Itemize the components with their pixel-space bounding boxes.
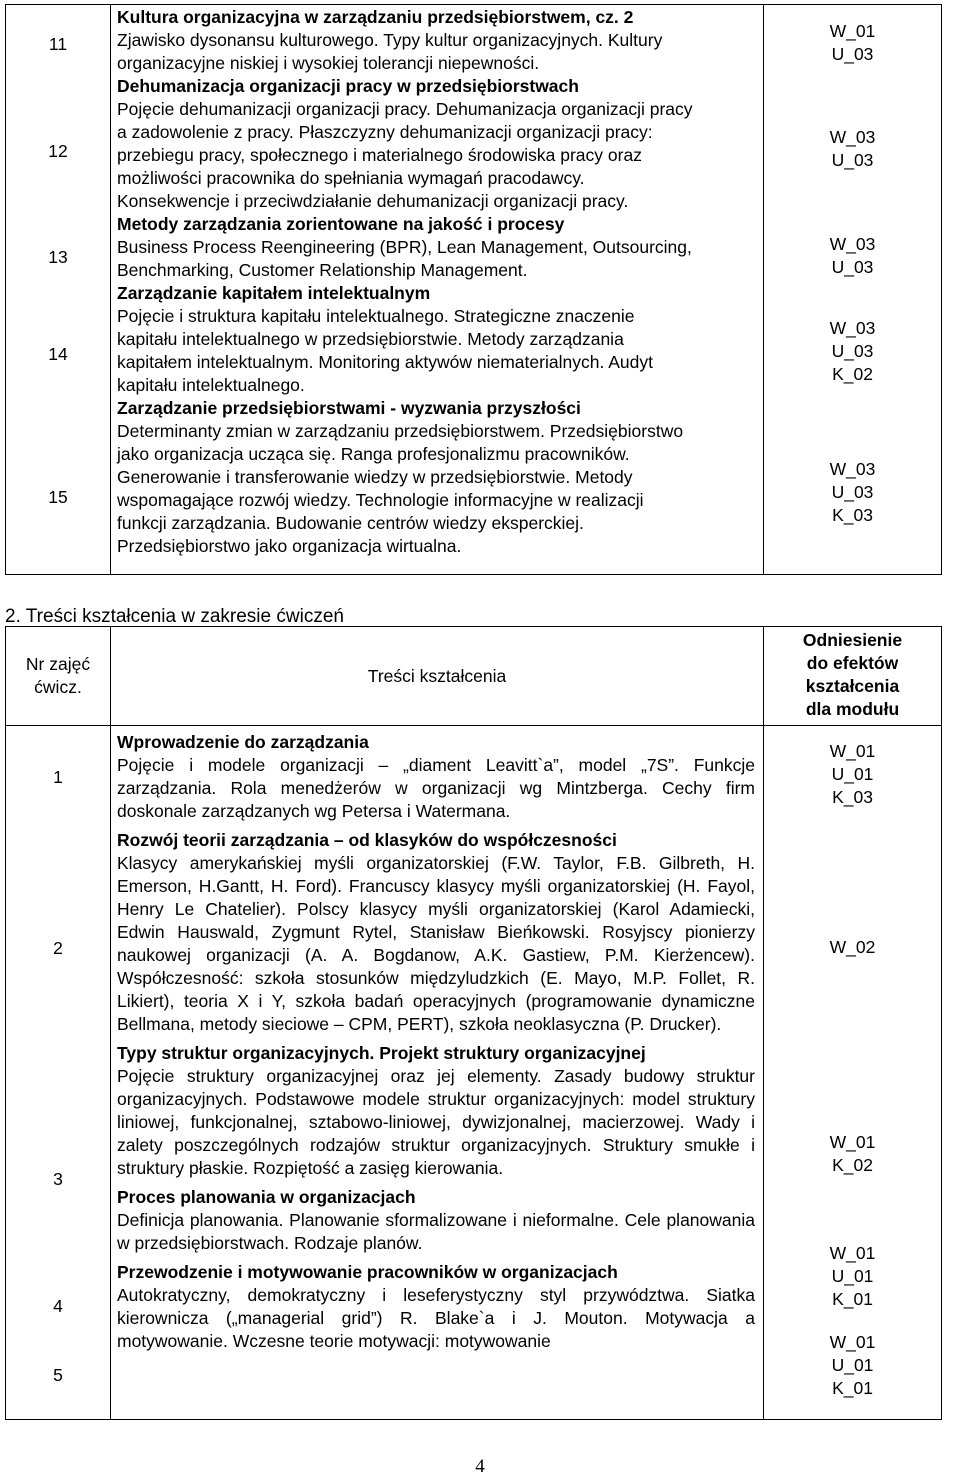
header-refs-line: dla modułu xyxy=(805,699,900,719)
topic-4 xyxy=(117,1186,755,1255)
outcome-ref: U_03 xyxy=(831,482,874,502)
topic-title: Przewodzenie i motywowanie pracowników w organizacjach xyxy=(117,1262,618,1282)
topic-line: Pojęcie dehumanizacji organizacji pracy. Dehumanizacja organizacji pracy xyxy=(117,99,693,119)
topic-line: kapitałem intelektualnym. Monitoring aktywów niematerialnych. Audyt xyxy=(117,352,653,372)
outcome-ref: W_03 xyxy=(829,318,876,338)
row-number-cell xyxy=(6,726,111,1420)
row-number: 3 xyxy=(53,1169,63,1189)
topic-line: Business Process Reengineering (BPR), Lean Management, Outsourcing, xyxy=(117,237,692,257)
header-nr-line: Nr zajęć xyxy=(25,654,91,674)
topic-title: Proces planowania w organizacjach xyxy=(117,1187,416,1207)
topic-line: funkcji zarządzania. Budowanie centrów wiedzy eksperckiej. xyxy=(117,513,584,533)
topic-text: Autokratyczny, demokratyczny i leseferystyczny styl przywództwa. Siatka kierownicza („managerial grid”) R. Blake`a i J. Mouton. Motywacja a motywowanie. Wczesne teorie motywacji: motywowanie xyxy=(117,1285,755,1351)
topic-15 xyxy=(117,397,755,558)
topic-title: Rozwój teorii zarządzania – od klasyków do współczesności xyxy=(117,830,617,850)
header-refs xyxy=(764,627,942,726)
outcome-ref: K_01 xyxy=(832,1378,873,1398)
outcome-ref: W_03 xyxy=(829,234,876,254)
topic-line: przebiegu pracy, społecznego i materialnego środowiska pracy oraz xyxy=(117,145,642,165)
row-number: 14 xyxy=(48,344,68,364)
row-number: 4 xyxy=(53,1296,63,1316)
topic-text: Pojęcie i modele organizacji – „diament Leavitt`a”, model „7S”. Funkcje zarządzania. Rola menedżerów w organizacji wg Mintzberga. Cechy firm doskonale zarządzanych wg Petersa i Watermana. xyxy=(117,755,755,821)
row-number: 15 xyxy=(48,487,68,507)
topic-13 xyxy=(117,213,755,282)
row-number: 2 xyxy=(53,938,63,958)
topic-line: kapitału intelektualnego. xyxy=(117,375,305,395)
header-nr-line: ćwicz. xyxy=(34,677,82,697)
row-number: 13 xyxy=(48,247,68,267)
topic-line: możliwości pracownika do spełniania wymagań pracodawcy. xyxy=(117,168,585,188)
outcome-ref: U_01 xyxy=(831,1355,874,1375)
header-row xyxy=(6,627,942,726)
topic-5 xyxy=(117,1261,755,1353)
topic-14 xyxy=(117,282,755,397)
outcome-ref: W_03 xyxy=(829,127,876,147)
outcome-ref: W_02 xyxy=(829,937,876,957)
row-number: 1 xyxy=(53,767,63,787)
topic-line: a zadowolenie z pracy. Płaszczyzny dehumanizacji organizacji pracy: xyxy=(117,122,653,142)
table-row xyxy=(6,726,942,1420)
outcome-ref: W_01 xyxy=(829,1332,876,1352)
outcome-ref: K_02 xyxy=(832,364,873,384)
topic-text: Pojęcie struktury organizacyjnej oraz jej elementy. Zasady budowy struktur organizacyjnych. Podstawowe modele struktur organizacyjnych: model struktury liniowej, funkcjonalnej, sztabowo-liniowej, dywizjonalnej, macierzowej. Wady i zalety poszczególnych rodzajów struktur organizacyjnych. Struktury smukłe i struktury płaskie. Rozpiętość a zasięg kierowania. xyxy=(117,1066,755,1178)
row-number-cell xyxy=(6,5,111,575)
outcome-ref: U_01 xyxy=(831,1266,874,1286)
outcome-ref: U_01 xyxy=(831,764,874,784)
topic-title: Zarządzanie przedsiębiorstwami - wyzwania przyszłości xyxy=(117,398,581,418)
outcome-ref: U_03 xyxy=(831,150,874,170)
exercise-content-table xyxy=(5,626,942,1420)
topic-line: jako organizacja ucząca się. Ranga profesjonalizmu pracowników. xyxy=(117,444,630,464)
topic-line: organizacyjne niskiej i wysokiej tolerancji niepewności. xyxy=(117,53,540,73)
outcome-ref: K_03 xyxy=(832,505,873,525)
topic-title: Kultura organizacyjna w zarządzaniu przedsiębiorstwem, cz. 2 xyxy=(117,7,634,27)
outcome-ref: W_01 xyxy=(829,1243,876,1263)
topic-text: Klasycy amerykańskiej myśli organizatorskiej (F.W. Taylor, F.B. Gilbreth, H. Emerson, H.Gantt, H. Ford). Francuscy klasycy myśli organizatorskiej (H. Fayol, Henry Le Chatelier). Polscy klasycy myśli organizatorskiej (Karol Adamiecki, Edwin Hauswald, Zygmunt Rytel, Stanisław Bieńkowski. Rosyjscy pionierzy naukowej organizacji (A. A. Bogdanow, A.K. Gastiew, P.M. Kierżencew). Współczesność: szkoła stosunków międzyludzkich (E. Mayo, M.P. Follet, R. Likiert), teoria X i Y, szkoła badań operacyjnych (programowanie dynamiczne Bellmana, metody sieciowe – CPM, PERT), szkoła neoklasyczna (P. Drucker). xyxy=(117,853,755,1034)
outcome-ref: K_02 xyxy=(832,1155,873,1175)
outcome-ref: W_01 xyxy=(829,21,876,41)
lecture-content-table xyxy=(5,4,942,575)
topic-1 xyxy=(117,731,755,823)
row-number: 11 xyxy=(48,34,68,54)
topic-3 xyxy=(117,1042,755,1180)
topic-11 xyxy=(117,6,755,75)
outcome-ref: U_03 xyxy=(831,257,874,277)
topic-line: Pojęcie i struktura kapitału intelektualnego. Strategiczne znaczenie xyxy=(117,306,635,326)
header-refs-line: Odniesienie xyxy=(802,630,903,650)
topic-2 xyxy=(117,829,755,1036)
topic-line: wspomagające rozwój wiedzy. Technologie informacyjne w realizacji xyxy=(117,490,644,510)
row-number: 12 xyxy=(48,141,68,161)
topic-line: Benchmarking, Customer Relationship Management. xyxy=(117,260,528,280)
topic-line: Generowanie i transferowanie wiedzy w przedsiębiorstwie. Metody xyxy=(117,467,633,487)
topic-line: Przedsiębiorstwo jako organizacja wirtualna. xyxy=(117,536,462,556)
outcome-ref-cell xyxy=(764,5,942,575)
topic-line: Zjawisko dysonansu kulturowego. Typy kultur organizacyjnych. Kultury xyxy=(117,30,663,50)
topic-12 xyxy=(117,75,755,213)
outcome-ref: W_01 xyxy=(829,741,876,761)
header-refs-line: do efektów xyxy=(806,653,899,673)
header-nr xyxy=(6,627,111,726)
topic-title: Typy struktur organizacyjnych. Projekt struktury organizacyjnej xyxy=(117,1043,646,1063)
row-number: 5 xyxy=(53,1365,63,1385)
outcome-ref: K_03 xyxy=(832,787,873,807)
content-cell xyxy=(111,5,764,575)
outcome-ref: K_01 xyxy=(832,1289,873,1309)
topic-text: Definicja planowania. Planowanie sformalizowane i nieformalne. Cele planowania w przedsiębiorstwach. Rodzaje planów. xyxy=(117,1210,755,1253)
outcome-ref: W_03 xyxy=(829,459,876,479)
topic-line: kapitału intelektualnego w przedsiębiorstwie. Metody zarządzania xyxy=(117,329,624,349)
outcome-ref-cell xyxy=(764,726,942,1420)
topic-title: Zarządzanie kapitałem intelektualnym xyxy=(117,283,431,303)
header-refs-line: kształcenia xyxy=(805,676,900,696)
topic-title: Metody zarządzania zorientowane na jakość i procesy xyxy=(117,214,565,234)
page-number: 4 xyxy=(475,1456,485,1477)
outcome-ref: U_03 xyxy=(831,341,874,361)
outcome-ref: U_03 xyxy=(831,44,874,64)
header-content: Treści kształcenia xyxy=(111,627,764,726)
topic-line: Konsekwencje i przeciwdziałanie dehumanizacji organizacji pracy. xyxy=(117,191,629,211)
content-cell xyxy=(111,726,764,1420)
table-row xyxy=(6,5,942,575)
outcome-ref: W_01 xyxy=(829,1132,876,1152)
section-heading: 2. Treści kształcenia w zakresie ćwiczeń xyxy=(5,606,344,627)
topic-title: Wprowadzenie do zarządzania xyxy=(117,732,369,752)
topic-line: Determinanty zmian w zarządzaniu przedsiębiorstwem. Przedsiębiorstwo xyxy=(117,421,684,441)
topic-title: Dehumanizacja organizacji pracy w przedsiębiorstwach xyxy=(117,76,579,96)
